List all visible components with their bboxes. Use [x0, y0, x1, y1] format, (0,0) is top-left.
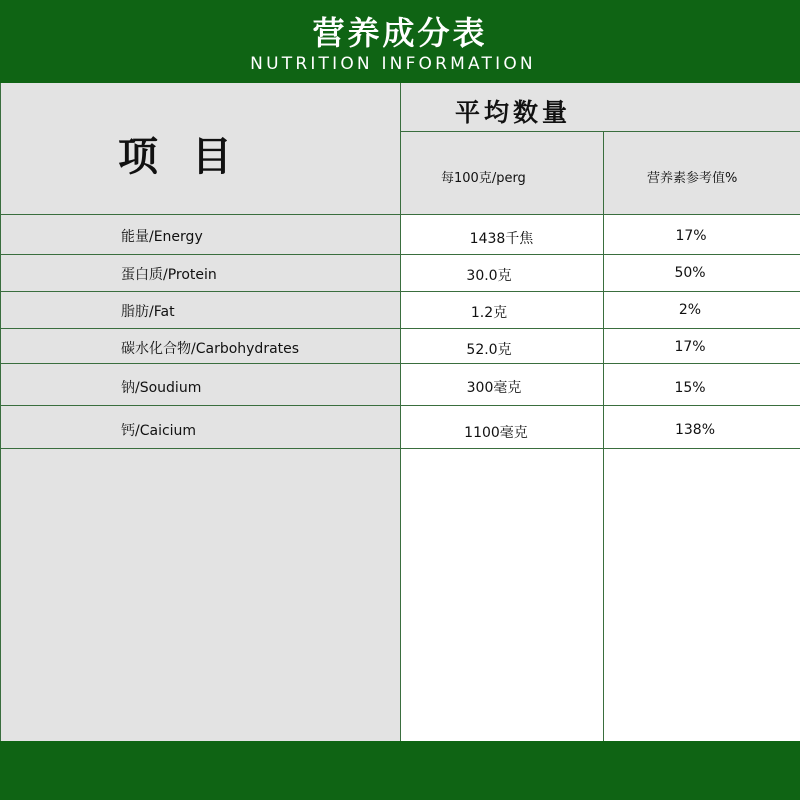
- row-divider: [0, 328, 800, 329]
- row-value-carbohydrates: 52.0克: [466, 342, 512, 358]
- header-divider: [400, 131, 800, 132]
- title-chinese: 营养成分表: [312, 14, 488, 52]
- row-nrv-fat: 2%: [678, 302, 702, 318]
- row-divider: [0, 405, 800, 406]
- header-band: [0, 0, 800, 83]
- row-value-energy: 1438千焦: [469, 231, 534, 247]
- row-name-sodium: 钠/Soudium: [121, 380, 202, 396]
- per-100g-column-header: 每100克/perg: [441, 171, 526, 186]
- nutrition-table: [0, 83, 800, 741]
- column-divider-1: [400, 83, 401, 741]
- row-value-fat: 1.2克: [470, 305, 508, 321]
- row-value-sodium: 300毫克: [466, 380, 522, 396]
- row-value-calcium: 1100毫克: [464, 425, 528, 441]
- row-nrv-energy: 17%: [675, 228, 707, 244]
- row-divider: [0, 291, 800, 292]
- row-nrv-carbohydrates: 17%: [674, 339, 706, 355]
- row-name-carbohydrates: 碳水化合物/Carbohydrates: [121, 341, 300, 357]
- row-divider: [0, 448, 800, 449]
- nrv-column-header: 营养素参考值%: [647, 171, 738, 186]
- row-name-calcium: 钙/Caicium: [121, 423, 197, 439]
- row-divider: [0, 363, 800, 364]
- item-header: 项 目: [118, 134, 242, 180]
- row-divider: [0, 254, 800, 255]
- row-name-fat: 脂肪/Fat: [121, 304, 175, 320]
- row-nrv-sodium: 15%: [674, 380, 706, 396]
- footer-band: [0, 741, 800, 800]
- average-quantity-header: 平均数量: [455, 98, 572, 127]
- row-nrv-protein: 50%: [674, 265, 706, 281]
- row-name-energy: 能量/Energy: [121, 229, 203, 245]
- title-english: NUTRITION INFORMATION: [250, 54, 536, 74]
- table-border-left: [0, 83, 1, 741]
- row-divider: [0, 214, 800, 215]
- row-name-protein: 蛋白质/Protein: [121, 267, 217, 283]
- row-value-protein: 30.0克: [466, 268, 512, 284]
- row-nrv-calcium: 138%: [674, 422, 716, 438]
